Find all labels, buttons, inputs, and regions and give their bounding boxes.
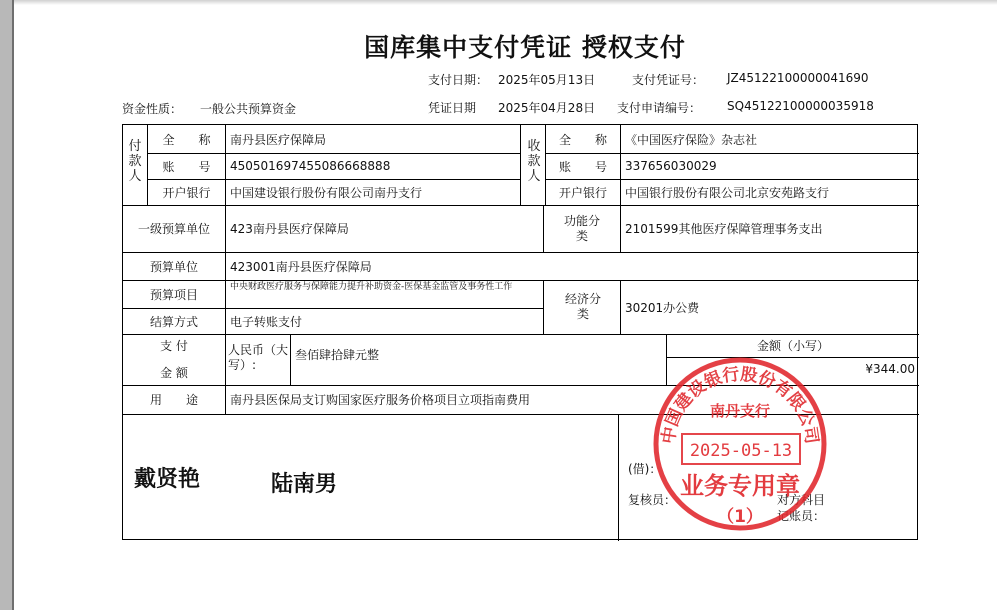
func-class-label: 功能分类	[563, 213, 600, 243]
econ-class-label: 经济分类	[564, 292, 601, 321]
voucher-date: 2025年04月28日	[498, 101, 596, 115]
payer-group-label: 付款人	[128, 139, 142, 184]
amount-upper: 叁佰肆拾肆元整	[295, 347, 380, 362]
econ-class: 30201办公费	[625, 300, 700, 315]
payee-name: 《中国医疗保险》杂志社	[625, 132, 758, 147]
rule	[618, 414, 619, 541]
rmb-label: 人民币（大写）:	[228, 343, 289, 372]
rule	[543, 205, 544, 252]
func-class: 2101599其他医疗保障管理事务支出	[625, 222, 823, 236]
payer-bank-label: 开户银行	[162, 185, 211, 200]
purpose: 南丹县医保局支订购国家医疗服务价格项目立项指南费用	[230, 393, 531, 407]
payer-name-label: 全 称	[162, 132, 211, 147]
debit-label: (借)：	[628, 461, 662, 476]
voucher-no: JZ45122100000041690	[727, 71, 869, 85]
payee-bank-label: 开户银行	[558, 185, 607, 200]
rule	[543, 280, 544, 334]
opposite-subject-label: 对方科目	[777, 492, 826, 507]
settle-method: 电子转账支付	[230, 314, 303, 329]
fund-nature-label: 资金性质：	[122, 102, 183, 116]
level1-unit-label: 一级预算单位	[137, 222, 210, 236]
seal-date: 2025-05-13	[689, 441, 793, 461]
payee-account: 337656030029	[625, 159, 717, 173]
fund-nature: 一般公共预算资金	[200, 102, 297, 116]
viewer-left-gutter	[0, 0, 12, 610]
pay-date: 2025年05月13日	[498, 73, 596, 87]
payee-name-label: 全 称	[558, 132, 607, 147]
budget-unit-label: 预算单位	[149, 259, 198, 274]
payer-account: 450501697455086668888	[230, 159, 391, 173]
viewer-page-edge	[12, 0, 14, 610]
signature-2: 陆南男	[271, 472, 338, 497]
seal-purpose: 业务专用章	[680, 472, 800, 500]
budget-project-label: 预算项目	[149, 287, 198, 302]
pay-amount-label-1: 支 付	[160, 338, 188, 353]
seal-bank-name: 中国建设银行股份有限公司	[658, 364, 822, 446]
payee-group-label: 收款人	[527, 139, 541, 184]
budget-unit: 423001南丹县医疗保障局	[230, 259, 372, 274]
payer-name: 南丹县医疗保障局	[230, 132, 327, 147]
voucher-date-label: 凭证日期	[428, 101, 477, 115]
payer-bank: 中国建设银行股份有限公司南丹支行	[230, 185, 423, 200]
amount-lower: ¥344.00	[865, 362, 915, 376]
apply-no: SQ45122100000035918	[727, 99, 874, 113]
payee-bank: 中国银行股份有限公司北京安苑路支行	[625, 185, 830, 200]
bookkeeper-label: 记账员：	[777, 508, 826, 523]
bank-seal-stamp	[650, 354, 830, 534]
apply-no-label: 支付申请编号：	[617, 101, 702, 115]
pay-date-label: 支付日期：	[428, 73, 489, 87]
seal-branch: 南丹支行	[709, 402, 771, 420]
reviewer-label: 复核员：	[628, 492, 677, 507]
payer-account-label: 账 号	[162, 159, 211, 174]
signature-1: 戴贤艳	[134, 467, 201, 492]
payee-account-label: 账 号	[558, 159, 607, 174]
voucher-no-label: 支付凭证号：	[632, 73, 705, 87]
rule	[520, 125, 521, 205]
budget-project: 中央财政医疗服务与保障能力提升补助资金-医保基金监管及事务性工作	[230, 282, 513, 292]
amount-lower-label: 金额（小写）	[756, 339, 829, 353]
pay-amount-label-2: 金 额	[160, 365, 188, 380]
document-title: 国库集中支付凭证 授权支付	[364, 33, 686, 62]
level1-unit: 423南丹县医疗保障局	[230, 222, 349, 236]
window-top-shadow	[0, 0, 997, 5]
seal-number: （1）	[717, 507, 763, 527]
settle-method-label: 结算方式	[149, 314, 198, 329]
purpose-label: 用 途	[149, 393, 198, 407]
